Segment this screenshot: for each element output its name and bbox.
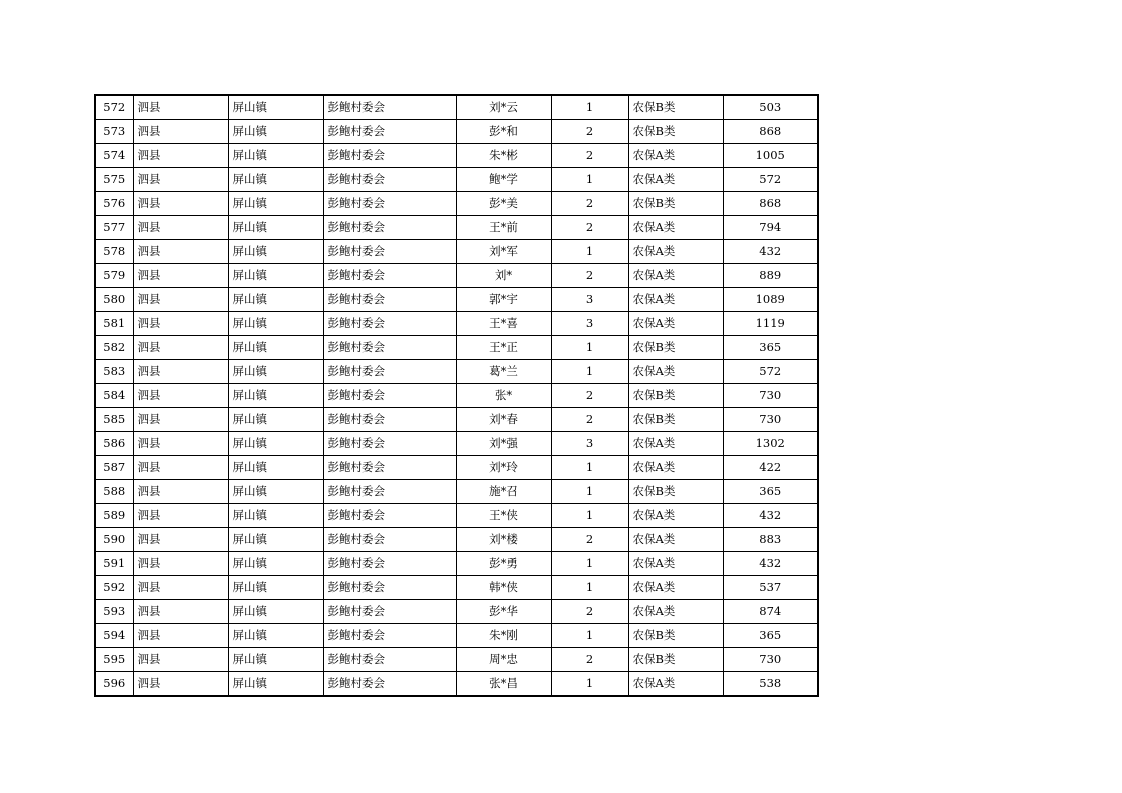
data-table xyxy=(94,94,819,697)
town-cell: 屏山镇 xyxy=(228,216,323,240)
person-name-cell: 张*昌 xyxy=(456,672,551,697)
village-committee-cell: 彭鲍村委会 xyxy=(323,576,456,600)
household-size-cell: 1 xyxy=(551,168,628,192)
county-cell: 泗县 xyxy=(133,576,228,600)
household-size-cell: 2 xyxy=(551,216,628,240)
person-name-cell: 刘*玲 xyxy=(456,456,551,480)
village-committee-cell: 彭鲍村委会 xyxy=(323,456,456,480)
insurance-category-cell: 农保A类 xyxy=(628,144,723,168)
person-name-cell: 彭*华 xyxy=(456,600,551,624)
village-committee-cell: 彭鲍村委会 xyxy=(323,336,456,360)
table-row xyxy=(95,95,818,120)
town-cell: 屏山镇 xyxy=(228,672,323,697)
table-row xyxy=(95,216,818,240)
amount-cell: 868 xyxy=(723,120,818,144)
table-row xyxy=(95,456,818,480)
town-cell: 屏山镇 xyxy=(228,504,323,528)
village-committee-cell: 彭鲍村委会 xyxy=(323,600,456,624)
county-cell: 泗县 xyxy=(133,95,228,120)
amount-cell: 365 xyxy=(723,336,818,360)
insurance-category-cell: 农保A类 xyxy=(628,216,723,240)
village-committee-cell: 彭鲍村委会 xyxy=(323,360,456,384)
village-committee-cell: 彭鲍村委会 xyxy=(323,432,456,456)
village-committee-cell: 彭鲍村委会 xyxy=(323,648,456,672)
row-number-cell: 581 xyxy=(95,312,133,336)
household-size-cell: 2 xyxy=(551,648,628,672)
village-committee-cell: 彭鲍村委会 xyxy=(323,552,456,576)
row-number-cell: 592 xyxy=(95,576,133,600)
county-cell: 泗县 xyxy=(133,264,228,288)
amount-cell: 432 xyxy=(723,240,818,264)
table-row xyxy=(95,480,818,504)
town-cell: 屏山镇 xyxy=(228,336,323,360)
insurance-category-cell: 农保A类 xyxy=(628,528,723,552)
village-committee-cell: 彭鲍村委会 xyxy=(323,240,456,264)
county-cell: 泗县 xyxy=(133,336,228,360)
person-name-cell: 彭*勇 xyxy=(456,552,551,576)
row-number-cell: 580 xyxy=(95,288,133,312)
insurance-category-cell: 农保A类 xyxy=(628,504,723,528)
row-number-cell: 594 xyxy=(95,624,133,648)
county-cell: 泗县 xyxy=(133,456,228,480)
person-name-cell: 王*正 xyxy=(456,336,551,360)
town-cell: 屏山镇 xyxy=(228,192,323,216)
row-number-cell: 582 xyxy=(95,336,133,360)
amount-cell: 1005 xyxy=(723,144,818,168)
insurance-category-cell: 农保A类 xyxy=(628,576,723,600)
person-name-cell: 刘*春 xyxy=(456,408,551,432)
household-size-cell: 1 xyxy=(551,552,628,576)
county-cell: 泗县 xyxy=(133,288,228,312)
table-row xyxy=(95,624,818,648)
county-cell: 泗县 xyxy=(133,168,228,192)
person-name-cell: 刘*楼 xyxy=(456,528,551,552)
town-cell: 屏山镇 xyxy=(228,480,323,504)
table-row xyxy=(95,120,818,144)
amount-cell: 572 xyxy=(723,360,818,384)
amount-cell: 537 xyxy=(723,576,818,600)
town-cell: 屏山镇 xyxy=(228,624,323,648)
person-name-cell: 鲍*学 xyxy=(456,168,551,192)
village-committee-cell: 彭鲍村委会 xyxy=(323,624,456,648)
person-name-cell: 朱*彬 xyxy=(456,144,551,168)
insurance-category-cell: 农保B类 xyxy=(628,384,723,408)
household-size-cell: 1 xyxy=(551,624,628,648)
table-row xyxy=(95,264,818,288)
town-cell: 屏山镇 xyxy=(228,95,323,120)
person-name-cell: 刘*军 xyxy=(456,240,551,264)
person-name-cell: 周*忠 xyxy=(456,648,551,672)
row-number-cell: 586 xyxy=(95,432,133,456)
county-cell: 泗县 xyxy=(133,144,228,168)
insurance-category-cell: 农保A类 xyxy=(628,672,723,697)
insurance-category-cell: 农保A类 xyxy=(628,456,723,480)
row-number-cell: 585 xyxy=(95,408,133,432)
village-committee-cell: 彭鲍村委会 xyxy=(323,528,456,552)
row-number-cell: 590 xyxy=(95,528,133,552)
household-size-cell: 1 xyxy=(551,360,628,384)
row-number-cell: 572 xyxy=(95,95,133,120)
amount-cell: 1089 xyxy=(723,288,818,312)
person-name-cell: 韩*侠 xyxy=(456,576,551,600)
table-row xyxy=(95,504,818,528)
row-number-cell: 575 xyxy=(95,168,133,192)
person-name-cell: 朱*刚 xyxy=(456,624,551,648)
county-cell: 泗县 xyxy=(133,600,228,624)
insurance-category-cell: 农保B类 xyxy=(628,624,723,648)
town-cell: 屏山镇 xyxy=(228,168,323,192)
village-committee-cell: 彭鲍村委会 xyxy=(323,144,456,168)
village-committee-cell: 彭鲍村委会 xyxy=(323,672,456,697)
amount-cell: 1119 xyxy=(723,312,818,336)
person-name-cell: 刘*云 xyxy=(456,95,551,120)
county-cell: 泗县 xyxy=(133,408,228,432)
insurance-category-cell: 农保B类 xyxy=(628,120,723,144)
town-cell: 屏山镇 xyxy=(228,456,323,480)
town-cell: 屏山镇 xyxy=(228,360,323,384)
amount-cell: 730 xyxy=(723,408,818,432)
county-cell: 泗县 xyxy=(133,432,228,456)
town-cell: 屏山镇 xyxy=(228,312,323,336)
insurance-category-cell: 农保A类 xyxy=(628,240,723,264)
table-row xyxy=(95,600,818,624)
table-row xyxy=(95,528,818,552)
household-size-cell: 1 xyxy=(551,480,628,504)
household-size-cell: 3 xyxy=(551,312,628,336)
amount-cell: 730 xyxy=(723,384,818,408)
household-size-cell: 2 xyxy=(551,384,628,408)
village-committee-cell: 彭鲍村委会 xyxy=(323,408,456,432)
amount-cell: 503 xyxy=(723,95,818,120)
village-committee-cell: 彭鲍村委会 xyxy=(323,480,456,504)
town-cell: 屏山镇 xyxy=(228,408,323,432)
county-cell: 泗县 xyxy=(133,672,228,697)
insurance-category-cell: 农保A类 xyxy=(628,552,723,576)
household-size-cell: 3 xyxy=(551,432,628,456)
insurance-category-cell: 农保A类 xyxy=(628,168,723,192)
amount-cell: 538 xyxy=(723,672,818,697)
table-row xyxy=(95,240,818,264)
row-number-cell: 576 xyxy=(95,192,133,216)
insurance-category-cell: 农保B类 xyxy=(628,192,723,216)
county-cell: 泗县 xyxy=(133,120,228,144)
amount-cell: 874 xyxy=(723,600,818,624)
county-cell: 泗县 xyxy=(133,312,228,336)
amount-cell: 432 xyxy=(723,504,818,528)
table-row xyxy=(95,432,818,456)
household-size-cell: 2 xyxy=(551,192,628,216)
household-size-cell: 2 xyxy=(551,120,628,144)
row-number-cell: 589 xyxy=(95,504,133,528)
row-number-cell: 596 xyxy=(95,672,133,697)
village-committee-cell: 彭鲍村委会 xyxy=(323,288,456,312)
town-cell: 屏山镇 xyxy=(228,120,323,144)
household-size-cell: 2 xyxy=(551,528,628,552)
table-row xyxy=(95,576,818,600)
row-number-cell: 593 xyxy=(95,600,133,624)
household-size-cell: 1 xyxy=(551,240,628,264)
village-committee-cell: 彭鲍村委会 xyxy=(323,312,456,336)
row-number-cell: 595 xyxy=(95,648,133,672)
village-committee-cell: 彭鲍村委会 xyxy=(323,216,456,240)
row-number-cell: 577 xyxy=(95,216,133,240)
amount-cell: 868 xyxy=(723,192,818,216)
row-number-cell: 578 xyxy=(95,240,133,264)
amount-cell: 422 xyxy=(723,456,818,480)
insurance-category-cell: 农保A类 xyxy=(628,264,723,288)
table-row xyxy=(95,168,818,192)
household-size-cell: 1 xyxy=(551,95,628,120)
row-number-cell: 579 xyxy=(95,264,133,288)
county-cell: 泗县 xyxy=(133,384,228,408)
person-name-cell: 刘*强 xyxy=(456,432,551,456)
person-name-cell: 王*前 xyxy=(456,216,551,240)
table-row xyxy=(95,144,818,168)
row-number-cell: 583 xyxy=(95,360,133,384)
person-name-cell: 刘* xyxy=(456,264,551,288)
insurance-category-cell: 农保A类 xyxy=(628,600,723,624)
county-cell: 泗县 xyxy=(133,240,228,264)
village-committee-cell: 彭鲍村委会 xyxy=(323,168,456,192)
town-cell: 屏山镇 xyxy=(228,552,323,576)
town-cell: 屏山镇 xyxy=(228,384,323,408)
county-cell: 泗县 xyxy=(133,360,228,384)
town-cell: 屏山镇 xyxy=(228,264,323,288)
town-cell: 屏山镇 xyxy=(228,288,323,312)
row-number-cell: 591 xyxy=(95,552,133,576)
household-size-cell: 1 xyxy=(551,504,628,528)
household-size-cell: 1 xyxy=(551,336,628,360)
person-name-cell: 王*喜 xyxy=(456,312,551,336)
amount-cell: 365 xyxy=(723,624,818,648)
table-row xyxy=(95,336,818,360)
household-size-cell: 1 xyxy=(551,456,628,480)
village-committee-cell: 彭鲍村委会 xyxy=(323,192,456,216)
household-size-cell: 2 xyxy=(551,408,628,432)
amount-cell: 889 xyxy=(723,264,818,288)
table-row xyxy=(95,648,818,672)
county-cell: 泗县 xyxy=(133,216,228,240)
amount-cell: 572 xyxy=(723,168,818,192)
person-name-cell: 彭*美 xyxy=(456,192,551,216)
town-cell: 屏山镇 xyxy=(228,144,323,168)
person-name-cell: 彭*和 xyxy=(456,120,551,144)
village-committee-cell: 彭鲍村委会 xyxy=(323,264,456,288)
row-number-cell: 584 xyxy=(95,384,133,408)
table-row xyxy=(95,312,818,336)
table-body xyxy=(95,95,818,696)
county-cell: 泗县 xyxy=(133,648,228,672)
county-cell: 泗县 xyxy=(133,504,228,528)
person-name-cell: 郭*宇 xyxy=(456,288,551,312)
insurance-category-cell: 农保A类 xyxy=(628,288,723,312)
person-name-cell: 葛*兰 xyxy=(456,360,551,384)
insurance-category-cell: 农保A类 xyxy=(628,312,723,336)
town-cell: 屏山镇 xyxy=(228,600,323,624)
table-row xyxy=(95,408,818,432)
insurance-category-cell: 农保B类 xyxy=(628,95,723,120)
town-cell: 屏山镇 xyxy=(228,432,323,456)
household-size-cell: 3 xyxy=(551,288,628,312)
insurance-category-cell: 农保B类 xyxy=(628,480,723,504)
table-row xyxy=(95,672,818,697)
household-size-cell: 2 xyxy=(551,144,628,168)
insurance-category-cell: 农保B类 xyxy=(628,336,723,360)
village-committee-cell: 彭鲍村委会 xyxy=(323,504,456,528)
amount-cell: 1302 xyxy=(723,432,818,456)
amount-cell: 883 xyxy=(723,528,818,552)
insurance-category-cell: 农保A类 xyxy=(628,432,723,456)
village-committee-cell: 彭鲍村委会 xyxy=(323,95,456,120)
town-cell: 屏山镇 xyxy=(228,240,323,264)
row-number-cell: 588 xyxy=(95,480,133,504)
row-number-cell: 587 xyxy=(95,456,133,480)
household-size-cell: 1 xyxy=(551,576,628,600)
household-size-cell: 1 xyxy=(551,672,628,697)
town-cell: 屏山镇 xyxy=(228,648,323,672)
amount-cell: 794 xyxy=(723,216,818,240)
table-row xyxy=(95,552,818,576)
amount-cell: 730 xyxy=(723,648,818,672)
amount-cell: 365 xyxy=(723,480,818,504)
person-name-cell: 施*召 xyxy=(456,480,551,504)
household-size-cell: 2 xyxy=(551,600,628,624)
row-number-cell: 574 xyxy=(95,144,133,168)
table-row xyxy=(95,384,818,408)
county-cell: 泗县 xyxy=(133,624,228,648)
amount-cell: 432 xyxy=(723,552,818,576)
town-cell: 屏山镇 xyxy=(228,576,323,600)
county-cell: 泗县 xyxy=(133,192,228,216)
table-row xyxy=(95,360,818,384)
insurance-category-cell: 农保B类 xyxy=(628,408,723,432)
insurance-category-cell: 农保B类 xyxy=(628,648,723,672)
county-cell: 泗县 xyxy=(133,528,228,552)
person-name-cell: 王*侠 xyxy=(456,504,551,528)
village-committee-cell: 彭鲍村委会 xyxy=(323,120,456,144)
village-committee-cell: 彭鲍村委会 xyxy=(323,384,456,408)
county-cell: 泗县 xyxy=(133,552,228,576)
insurance-category-cell: 农保A类 xyxy=(628,360,723,384)
town-cell: 屏山镇 xyxy=(228,528,323,552)
person-name-cell: 张* xyxy=(456,384,551,408)
county-cell: 泗县 xyxy=(133,480,228,504)
row-number-cell: 573 xyxy=(95,120,133,144)
table-row xyxy=(95,192,818,216)
household-size-cell: 2 xyxy=(551,264,628,288)
table-row xyxy=(95,288,818,312)
